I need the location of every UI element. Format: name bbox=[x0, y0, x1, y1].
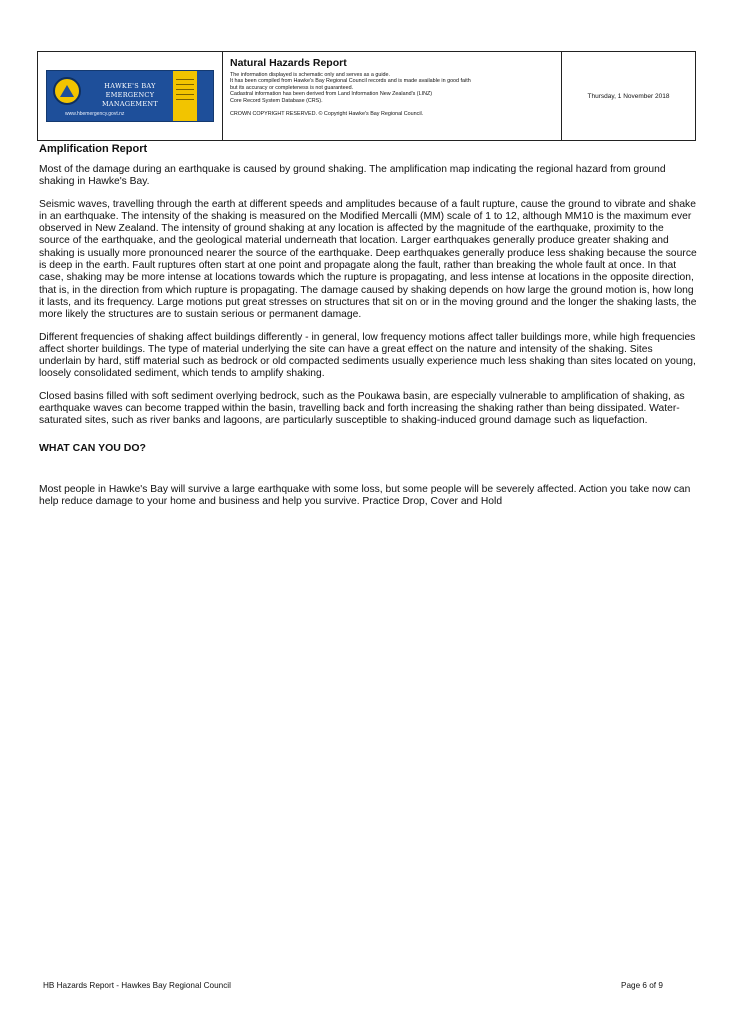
logo-line2: EMERGENCY MANAGEMENT bbox=[101, 91, 159, 108]
report-title: Natural Hazards Report bbox=[230, 57, 347, 69]
hb-emergency-management-logo bbox=[46, 70, 214, 122]
header-info-cell bbox=[223, 52, 562, 140]
logo-side-strip bbox=[197, 71, 213, 121]
civil-defence-emblem-icon bbox=[53, 77, 81, 105]
logo-council-list bbox=[173, 71, 197, 121]
footer-source: HB Hazards Report - Hawkes Bay Regional Council bbox=[43, 981, 231, 990]
body-paragraph: Most of the damage during an earthquake is caused by ground shaking. The amplification map indicating the regional hazard from ground shaking in Hawke's Bay. bbox=[39, 164, 666, 188]
logo-text bbox=[85, 82, 175, 109]
disclaimer-line: Core Record System Database (CRS). bbox=[230, 97, 323, 104]
what-can-you-do-heading: WHAT CAN YOU DO? bbox=[39, 441, 146, 454]
logo-cell bbox=[38, 52, 223, 140]
disclaimer-line: Cadastral information has been derived from Land Information New Zealand's (LINZ) bbox=[230, 91, 433, 98]
report-body bbox=[39, 143, 697, 518]
disclaimer-line: The information displayed is schematic only and serves as a guide. bbox=[230, 72, 391, 78]
body-paragraph: Different frequencies of shaking affect buildings differently - in general, low frequency motions affect taller buildings more, while high frequencies affect shorter buildings. The type of material underlying the site can have a great effect on the nature and intensity of the shaking. Sites underlain by hard, stiff material such as bedrock or old compacted sediments usually experience much less shaking than sites located on young, loosely consolidated sediment, which tends to amplify shaking. bbox=[39, 331, 696, 380]
closing-paragraph: Most people in Hawke's Bay will survive a large earthquake with some loss, but some people will be severely affected. Action you take now can help reduce damage to your home and business and help you survive. Practice Drop, Cover and Hold bbox=[39, 483, 691, 507]
disclaimer-line: but its accuracy or completeness is not guaranteed. bbox=[230, 84, 354, 91]
section-title: Amplification Report bbox=[39, 143, 148, 155]
disclaimer-line: It has been compiled from Hawke's Bay Regional Council records and is made available in good faith bbox=[230, 78, 471, 85]
report-date: Thursday, 1 November 2018 bbox=[587, 92, 670, 100]
logo-url: www.hbemergency.govt.nz bbox=[65, 111, 125, 117]
body-paragraph: Seismic waves, travelling through the earth at different speeds and amplitudes because of a fault rupture, cause the ground to vibrate and shake in an earthquake. The intensity of the shaking is measured on the Modified Mercalli (MM) scale of 1 to 12, although MM10 is the maximum ever observed in New Zealand. The intensity of ground shaking at any location is affected by the magnitude of the earthquake, proximity to the source of the earthquake, and the geological material underneath that location. Larger earthquakes generally produce greater shaking and shaking is usually more pronounced nearer the source of the earthquake. Deep earthquakes generally produce less shaking because the source is deep in the earth. Fault ruptures often start at one point and propagate along the fault, rather than breaking the whole fault at once. In that case, shaking may be more intense at locations towards which the rupture is propagating, and less intense at locations in the opposite direction, that is, in the direction from which rupture is propagating. The damage caused by shaking depends on how large the ground motion is, how long it lasts, and its frequency. Large motions put great stresses on structures that sit on or in the moving ground and the longer the shaking lasts, the more likely the structures are to sustain serious or permanent damage. bbox=[39, 198, 697, 321]
page-number: Page 6 of 9 bbox=[621, 981, 663, 990]
report-header bbox=[37, 51, 696, 141]
body-paragraph: Closed basins filled with soft sediment overlying bedrock, such as the Poukawa basin, are especially vulnerable to amplification of shaking, as earthquake waves can become trapped within the basin, travelling back and forth increasing the shaking rather than being dissipated. Water-saturated sites, such as river banks and lagoons, are particularly susceptible to shaking-induced ground damage such as liquefaction. bbox=[39, 390, 685, 427]
logo-line1: HAWKE'S BAY bbox=[104, 82, 156, 90]
copyright-notice: CROWN COPYRIGHT RESERVED. © Copyright Hawke's Bay Regional Council. bbox=[230, 111, 424, 118]
